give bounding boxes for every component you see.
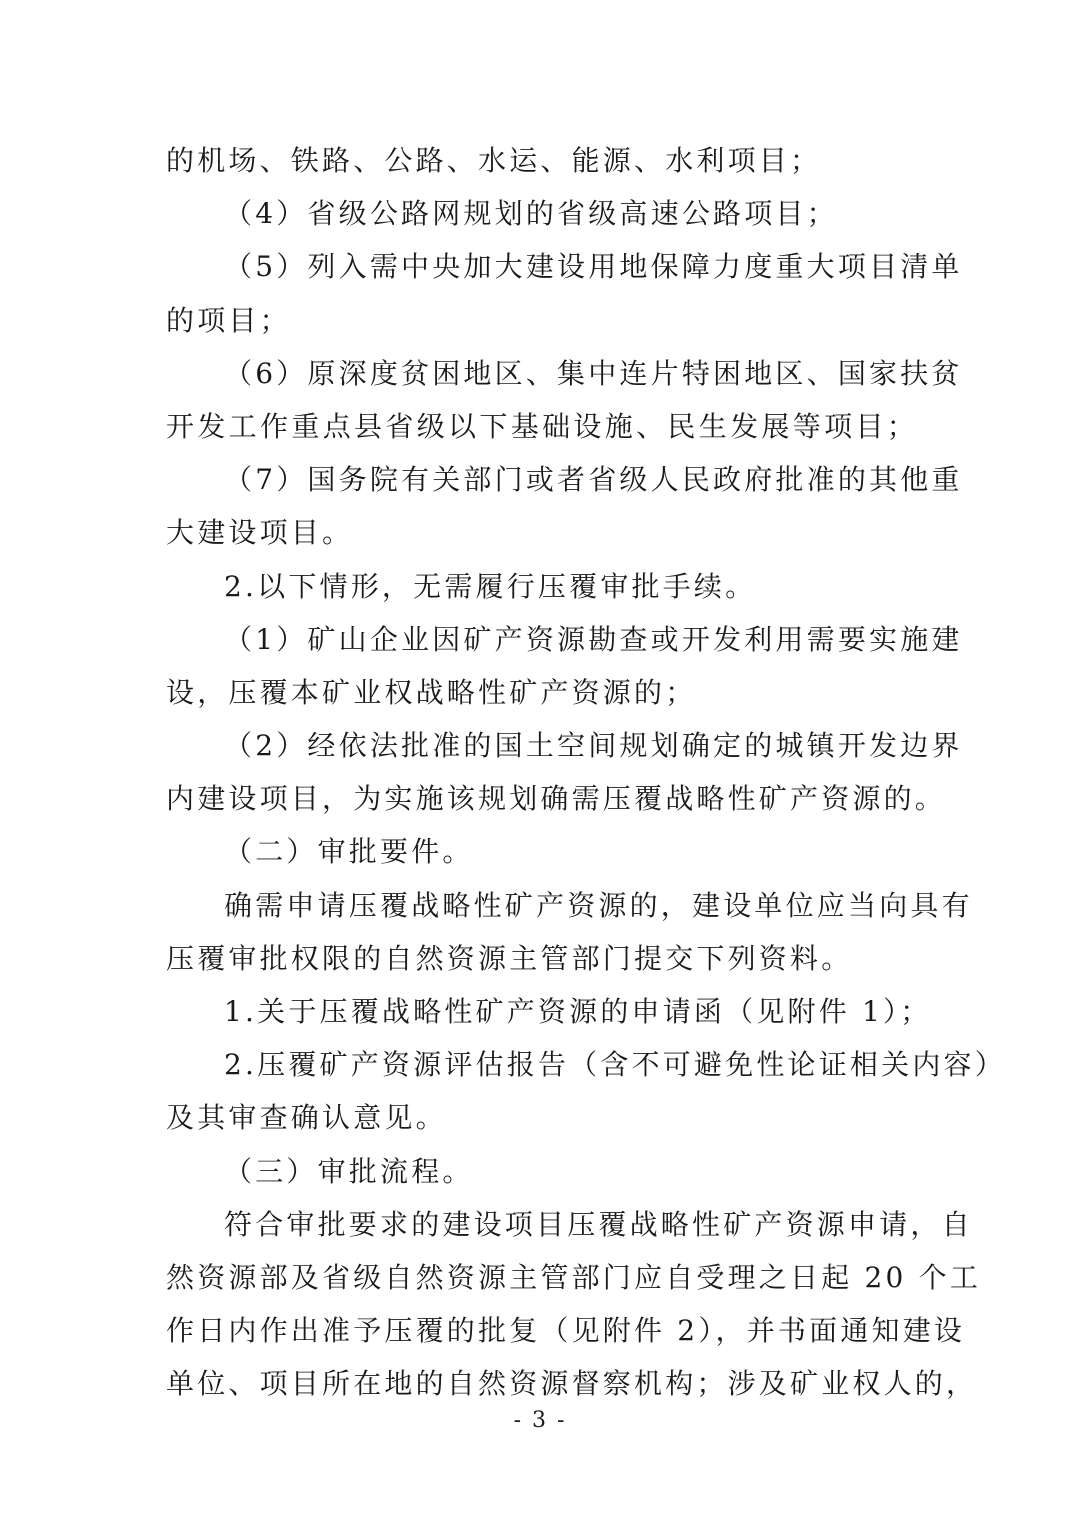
text-line: 开发工作重点县省级以下基础设施、民生发展等项目； [166, 409, 918, 443]
text-line: 的机场、铁路、公路、水运、能源、水利项目； [166, 144, 822, 177]
text-line: 的项目； [166, 303, 291, 337]
section-heading: （三）审批流程。 [224, 1154, 474, 1188]
text-line: 2.压覆矿产资源评估报告（含不可避免性论证相关内容） [224, 1048, 1006, 1082]
text-line: 符合审批要求的建设项目压覆战略性矿产资源申请，自 [224, 1207, 973, 1241]
text-line: （2）经依法批准的国土空间规划确定的城镇开发边界 [224, 729, 963, 763]
document-body [166, 134, 1006, 1411]
text-line: 作日内作出准予压覆的批复（见附件 2），并书面通知建设 [166, 1314, 966, 1348]
text-line: 然资源部及省级自然资源主管部门应自受理之日起 20 个工 [166, 1260, 982, 1294]
text-line: （7）国务院有关部门或者省级人民政府批准的其他重 [224, 463, 963, 497]
text-line: 内建设项目，为实施该规划确需压覆战略性矿产资源的。 [166, 782, 947, 816]
page-number: - 3 - [513, 1408, 567, 1433]
text-line: 1.关于压覆战略性矿产资源的申请函（见附件 1）； [224, 995, 932, 1028]
text-line: 单位、项目所在地的自然资源督察机构；涉及矿业权人的， [166, 1367, 978, 1401]
text-line: （6）原深度贫困地区、集中连片特困地区、国家扶贫 [224, 356, 963, 390]
text-line: 及其审查确认意见。 [166, 1101, 447, 1135]
section-heading: （二）审批要件。 [224, 835, 474, 869]
text-line: 大建设项目。 [166, 516, 354, 550]
text-line: （1）矿山企业因矿产资源勘查或开发利用需要实施建 [224, 622, 963, 656]
text-line: （5）列入需中央加大建设用地保障力度重大项目清单 [224, 250, 963, 284]
text-line: （4）省级公路网规划的省级高速公路项目； [224, 197, 838, 231]
text-line: 设，压覆本矿业权战略性矿产资源的； [166, 675, 697, 709]
text-line: 确需申请压覆战略性矿产资源的，建设单位应当向具有 [224, 888, 973, 922]
text-line: 2.以下情形，无需履行压覆审批手续。 [224, 569, 757, 603]
text-line: 压覆审批权限的自然资源主管部门提交下列资料。 [166, 941, 853, 975]
